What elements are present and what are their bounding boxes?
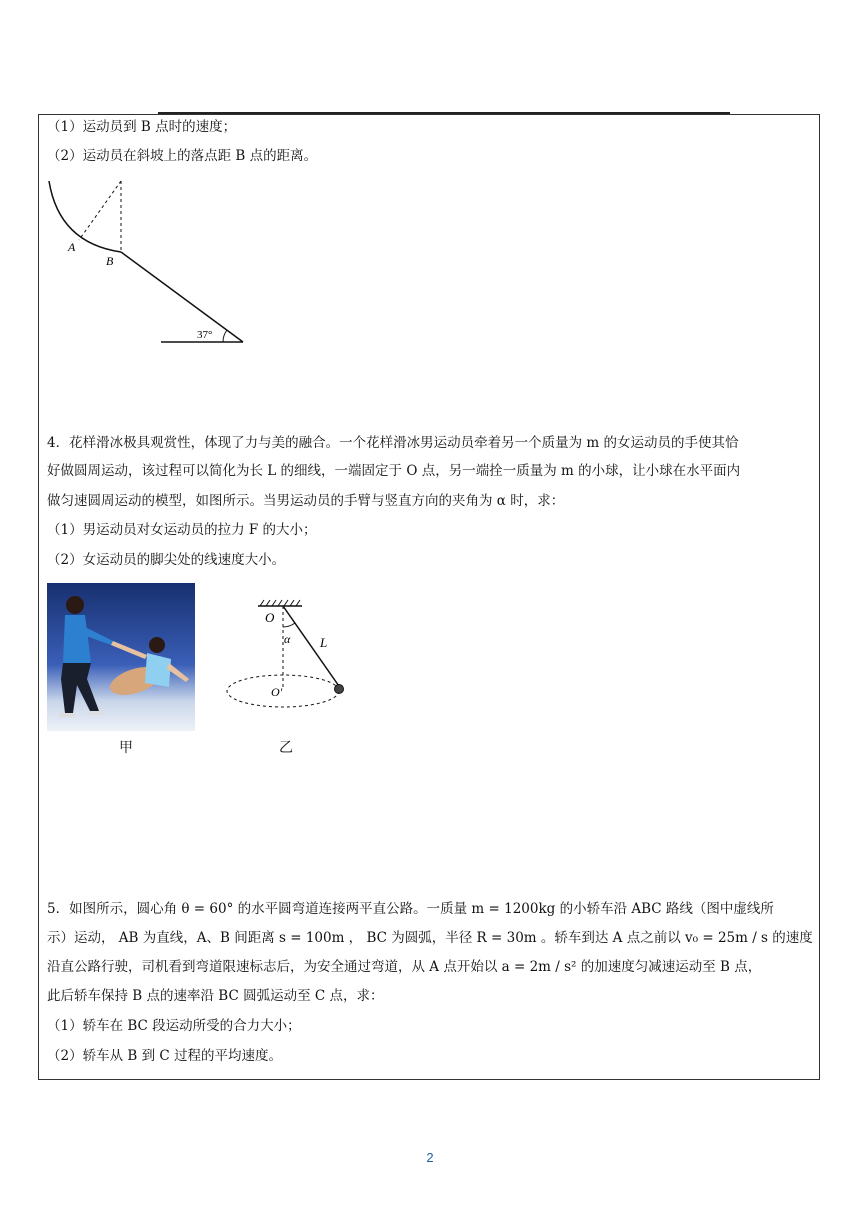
- q4-stem-line1: 4．花样滑冰极具观赏性，体现了力与美的融合。一个花样滑冰男运动员牵着另一个质量为 m 的女运动员的手使其恰: [47, 435, 739, 451]
- label-angle: 37°: [197, 329, 213, 341]
- label-l: L: [320, 635, 328, 650]
- label-b: B: [106, 254, 114, 268]
- caption-yi: 乙: [279, 740, 293, 756]
- string-line: [283, 606, 341, 689]
- q5-stem-line1: 5．如图所示，圆心角 θ = 60° 的水平圆弯道连接两平直公路。一质量 m = 1200kg 的小轿车沿 ABC 路线（图中虚线所: [47, 901, 774, 917]
- skating-photo: [47, 583, 195, 731]
- alpha-arc: [283, 623, 295, 627]
- label-o: O: [265, 610, 275, 625]
- q5-stem-line4: 此后轿车保持 B 点的速率沿 BC 圆弧运动至 C 点，求：: [47, 988, 384, 1004]
- track-arc: [49, 181, 121, 252]
- slope-line: [121, 252, 243, 342]
- q4-part2: （2）女运动员的脚尖处的线速度大小。: [47, 552, 286, 568]
- label-a: A: [68, 240, 76, 254]
- ball: [335, 685, 344, 694]
- q3-slope-figure: [39, 173, 259, 348]
- q3-part1: （1）运动员到 B 点时的速度；: [47, 119, 237, 135]
- conical-pendulum-figure: [224, 597, 354, 717]
- q5-stem-line3: 沿直公路行驶，司机看到弯道限速标志后，为安全通过弯道，从 A 点开始以 a = 2m / s² 的加速度匀减速运动至 B 点，: [47, 959, 762, 975]
- q4-stem-line3: 做匀速圆周运动的模型，如图所示。当男运动员的手臂与竖直方向的夹角为 α 时，求：: [47, 493, 565, 509]
- q4-part1: （1）男运动员对女运动员的拉力 F 的大小；: [47, 522, 317, 538]
- q5-part2: （2）轿车从 B 到 C 过程的平均速度。: [47, 1048, 283, 1064]
- q4-stem-line2: 好做圆周运动，该过程可以简化为长 L 的细线，一端固定于 O 点，另一端拴一质量为 m 的小球，让小球在水平面内: [47, 463, 741, 479]
- caption-jia: 甲: [119, 740, 133, 756]
- q5-stem-line2: 示）运动， AB 为直线，A、B 间距离 s = 100m ， BC 为圆弧，半径 R = 30m 。轿车到达 A 点之前以 v₀ = 25m / s 的速度: [47, 930, 813, 946]
- label-alpha: α: [284, 632, 291, 646]
- label-o-prime: O': [271, 685, 283, 699]
- q3-part2: （2）运动员在斜坡上的落点距 B 点的距离。: [47, 148, 318, 164]
- q5-part1: （1）轿车在 BC 段运动所受的合力大小；: [47, 1018, 301, 1034]
- question-box: [38, 114, 820, 1080]
- dashed-radius: [79, 181, 121, 240]
- page-number: 2: [426, 1150, 434, 1165]
- angle-arc: [223, 330, 227, 342]
